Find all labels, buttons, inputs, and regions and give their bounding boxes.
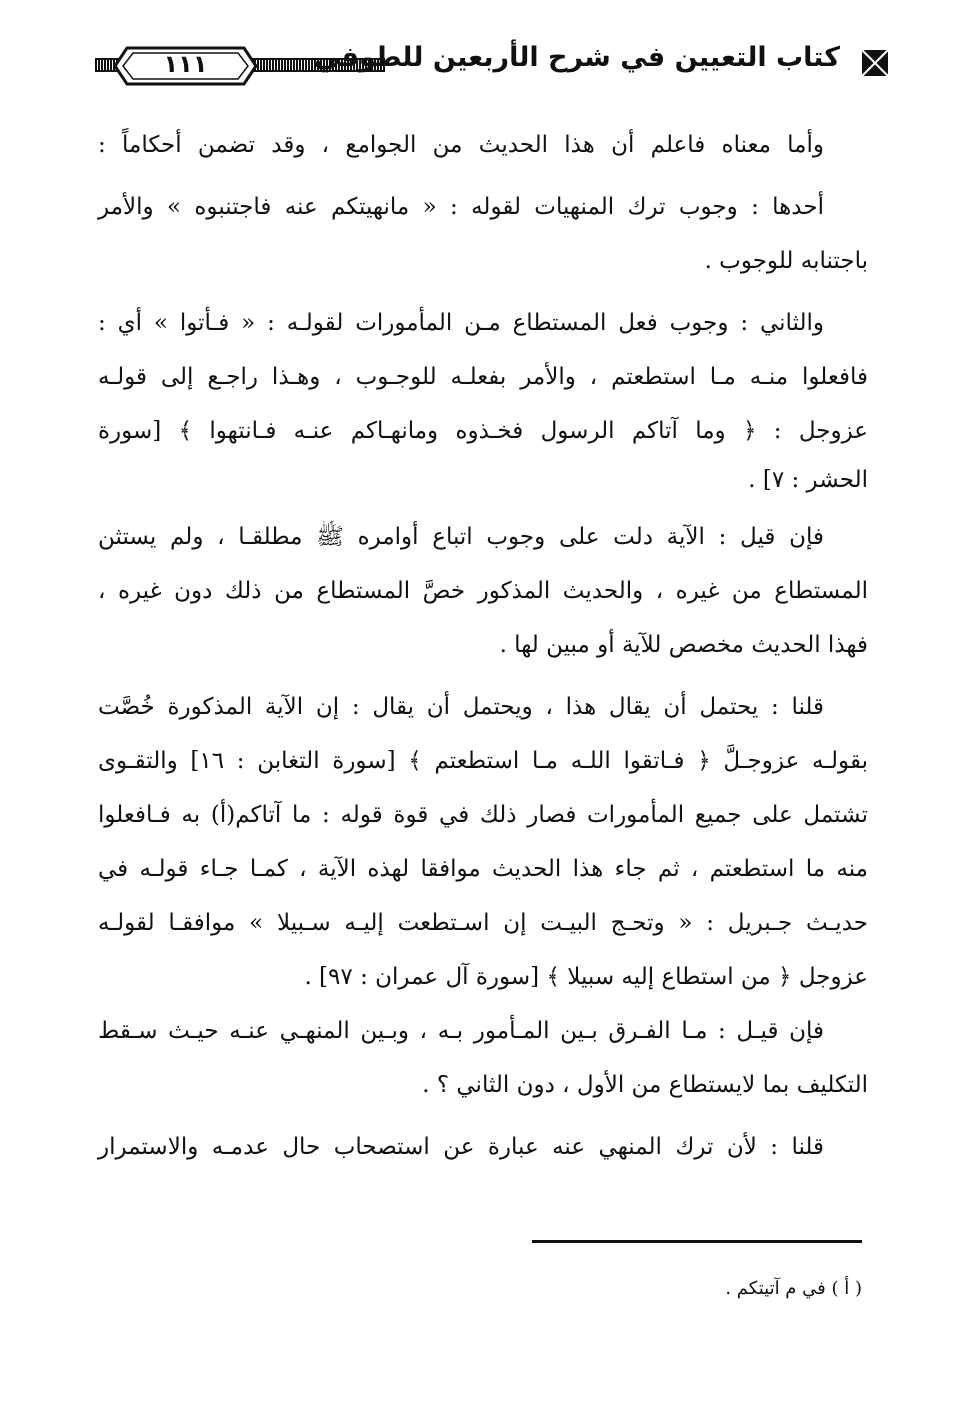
text-line: عزوجل ﴿ من استطاع إليه سبيلا ﴾ [سورة آل عمران : ٩٧] . (304, 964, 868, 990)
text-line: منه ما استطعتم ، ثم جاء هذا الحديث موافقا لهذه الآية ، كمـا جـاء قولـه في (98, 856, 868, 882)
main-text (98, 118, 868, 1174)
text-line: قلنا : لأن ترك المنهي عنه عبارة عن استصحاب حال عدمـه والاستمرار (98, 1134, 824, 1160)
text-line: فإن قيل : الآية دلت على وجوب اتباع أوامره ﷺ مطلقـا ، ولم يستثن (98, 524, 824, 550)
text-line: والثاني : وجوب فعل المستطاع مـن المأمورات لقولـه : « فـأتوا » أي : (98, 310, 824, 336)
text-line: وأما معناه فاعلم أن هذا الحديث من الجوامع ، وقد تضمن أحكاماً : (98, 132, 824, 158)
page-number: ١١١ (163, 50, 208, 78)
text-line: عزوجل : ﴿ وما آتاكم الرسول فخـذوه ومانهـاكم عنـه فـانتهوا ﴾ [سورة (98, 418, 868, 444)
text-line: فهذا الحديث مخصص للآية أو مبين لها . (499, 632, 868, 658)
text-line: المستطاع من غيره ، والحديث المذكور خصَّ المستطاع من ذلك دون غيره ، (98, 578, 868, 604)
text-line: الحشر : ٧] . (748, 467, 868, 493)
page-header (95, 36, 890, 102)
header-ornament-icon (860, 48, 890, 78)
text-line: تشتمل على جميع المأمورات فصار ذلك في قوة قوله : ما آتاكم(أ) به فـافعلوا (98, 802, 868, 828)
footnote: ( أ ) في م آتيتكم . (725, 1278, 862, 1299)
footnote-separator (532, 1240, 862, 1243)
text-line: أحدها : وجوب ترك المنهيات لقوله : « مانهيتكم عنه فاجتنبوه » والأمر (98, 194, 824, 220)
page-number-frame (113, 46, 258, 86)
running-head-title: كتاب التعيين في شرح الأربعين للطوفي (314, 42, 840, 73)
text-line: قلنا : يحتمل أن يقال هذا ، ويحتمل أن يقال : إن الآية المذكورة خُصَّت (98, 694, 824, 720)
text-line: التكليف بما لايستطاع من الأول ، دون الثاني ؟ . (422, 1072, 868, 1098)
text-line: فافعلوا منـه مـا استطعتم ، والأمر بفعلـه للوجـوب ، وهـذا راجـع إلى قولـه (98, 364, 868, 390)
text-line: حديـث جـبريل : « وتحـج البيـت إن اسـتطعت إليـه سـبيلا » موافقـا لقولـه (98, 910, 868, 936)
text-line: فإن قيـل : مـا الفـرق بـين المـأمور بـه ، وبـين المنهـي عنـه حيـث سـقط (98, 1018, 824, 1044)
text-line: بقولـه عزوجـلَّ ﴿ فـاتقوا اللـه مـا استطعتم ﴾ [سورة التغابن : ١٦] والتقـوى (98, 748, 868, 774)
text-line: باجتنابه للوجوب . (704, 248, 868, 274)
